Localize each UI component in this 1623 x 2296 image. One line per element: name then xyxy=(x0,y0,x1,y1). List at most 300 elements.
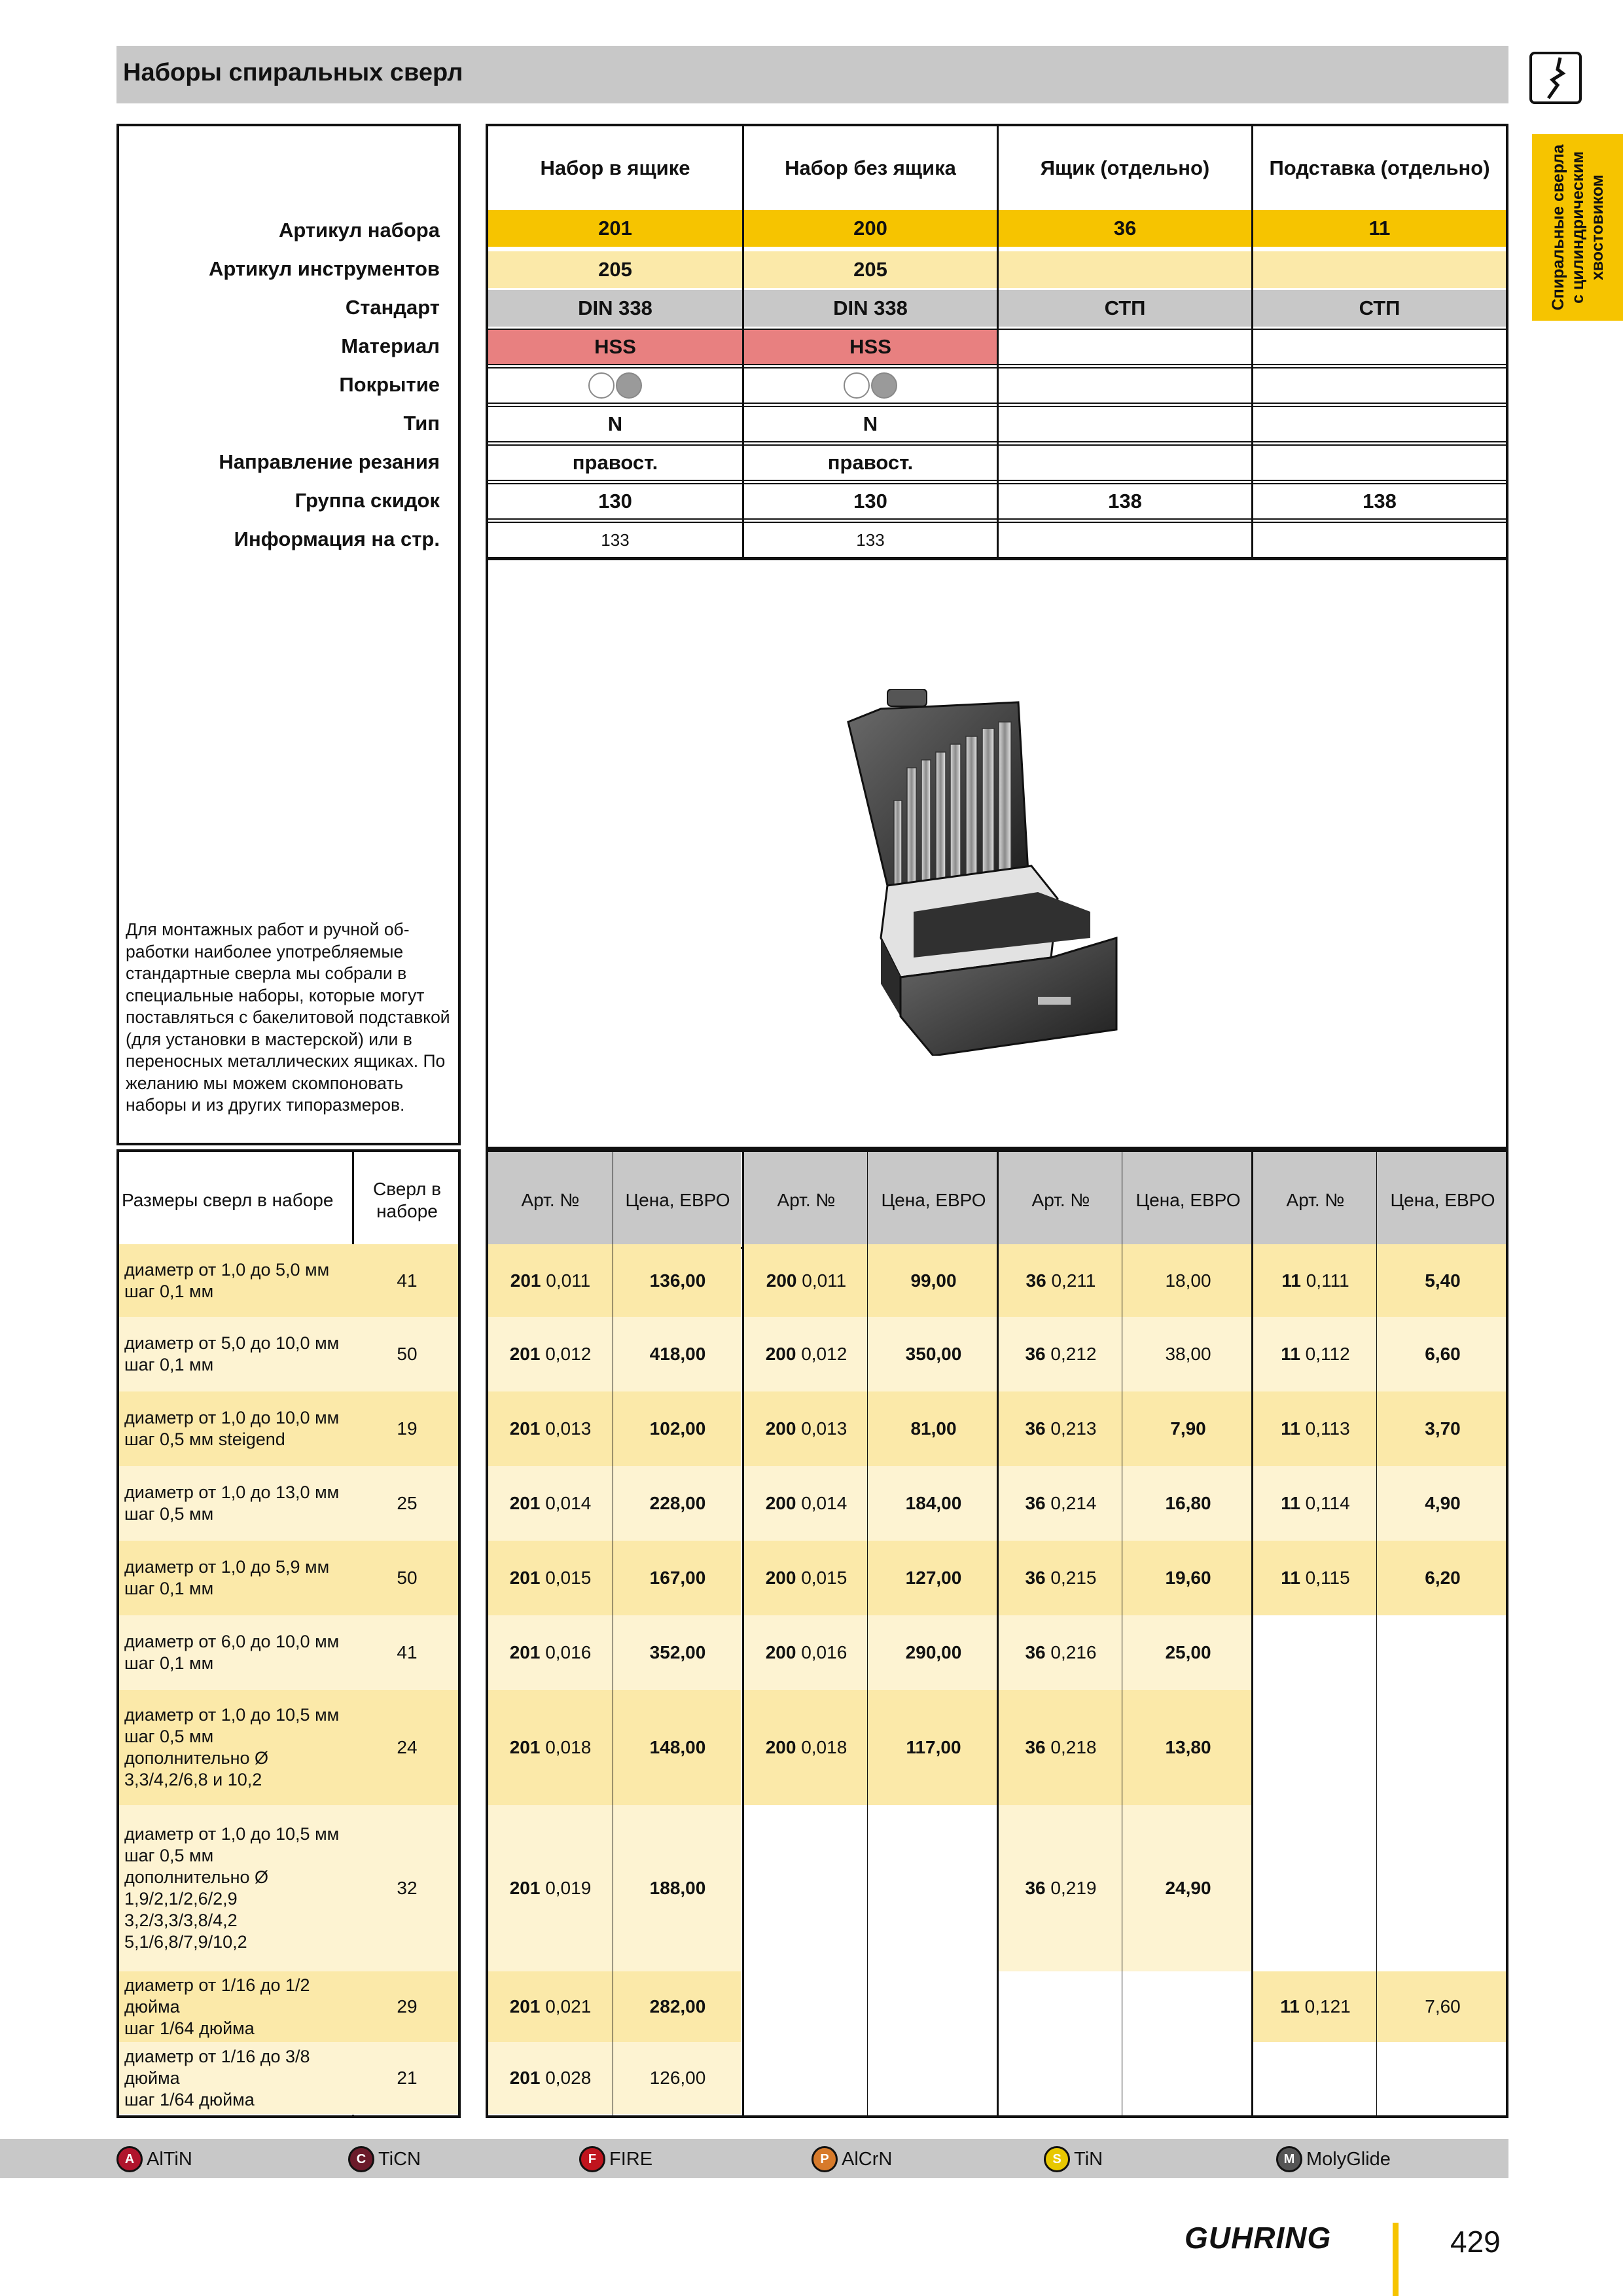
price: 4,90 xyxy=(1425,1493,1461,1513)
spec-cell: DIN 338 xyxy=(488,290,742,327)
size-description-text: диаметр от 1/16 до 1/2 дюйма шаг 1/64 дюйма xyxy=(124,1975,310,2038)
size-description-text: диаметр от 5,0 до 10,0 мм шаг 0,1 мм xyxy=(124,1333,340,1374)
size-description xyxy=(124,1391,350,1466)
price-cell-group xyxy=(1253,1541,1506,1615)
spec-cell xyxy=(999,444,1251,481)
article-number xyxy=(1253,1391,1378,1466)
price-cell-group xyxy=(999,1971,1251,2042)
size-description xyxy=(124,2042,350,2114)
article-suffix: 0,012 xyxy=(796,1344,847,1364)
divider xyxy=(488,558,1506,560)
spec-label: Артикул набора xyxy=(278,219,440,242)
price: 25,00 xyxy=(1165,1642,1211,1662)
column-divider xyxy=(1376,1152,1377,2115)
article-suffix: 0,115 xyxy=(1300,1568,1350,1588)
price-cell-group xyxy=(488,1615,741,1690)
table-row xyxy=(119,1391,458,1467)
article-suffix: 0,015 xyxy=(540,1568,592,1588)
column-divider xyxy=(742,1152,744,2115)
size-description xyxy=(124,1971,350,2042)
spec-cell: 11 xyxy=(1253,210,1506,247)
price-cell-group xyxy=(1253,1317,1506,1391)
article-number xyxy=(488,1805,613,1971)
size-description-text: диаметр от 1/16 до 3/8 дюйма шаг 1/64 дюйма xyxy=(124,2046,310,2109)
art-header: Арт. № xyxy=(1286,1190,1345,1210)
spec-cell xyxy=(1253,329,1506,365)
spec-label: Покрытие xyxy=(339,373,440,396)
spec-cell xyxy=(999,251,1251,288)
spec-cell: 133 xyxy=(744,522,997,558)
article-prefix: 201 xyxy=(510,1270,541,1291)
legend-label: AlTiN xyxy=(147,2148,192,2170)
spec-cell xyxy=(1253,406,1506,442)
drill-count: 41 xyxy=(397,1270,418,1291)
spec-label: Артикул инструментов xyxy=(208,257,440,280)
legend-item xyxy=(116,2146,192,2172)
article-number xyxy=(488,1971,613,2042)
article-prefix: 201 xyxy=(509,1996,541,2017)
article-number xyxy=(488,1690,613,1805)
price-cell-group xyxy=(744,1690,997,1805)
article-prefix: 200 xyxy=(765,1344,796,1364)
article-prefix: 36 xyxy=(1025,1878,1046,1898)
article-suffix: 0,219 xyxy=(1045,1878,1097,1898)
count-header: Сверл в наборе xyxy=(373,1179,441,1221)
price-cell-group xyxy=(1253,1615,1506,1690)
price-cell-group xyxy=(744,1615,997,1690)
spec-cell: 138 xyxy=(1253,483,1506,520)
article-suffix: 0,014 xyxy=(796,1493,847,1513)
price: 184,00 xyxy=(905,1493,962,1513)
spec-cell: HSS xyxy=(488,329,742,365)
article-prefix: 200 xyxy=(765,1737,796,1757)
price: 81,00 xyxy=(910,1418,957,1439)
article-prefix: 11 xyxy=(1280,1996,1300,2017)
spec-cell: СТП xyxy=(1253,290,1506,327)
article-number xyxy=(488,1541,613,1615)
article-suffix: 0,112 xyxy=(1300,1344,1350,1364)
price: 6,20 xyxy=(1425,1568,1461,1588)
bright-coating-icon xyxy=(871,372,897,399)
price: 228,00 xyxy=(649,1493,706,1513)
article-suffix: 0,028 xyxy=(540,2068,592,2088)
price-cell-group xyxy=(488,1391,741,1466)
price: 16,80 xyxy=(1165,1493,1211,1513)
size-description xyxy=(124,1466,350,1541)
article-suffix: 0,021 xyxy=(540,1996,592,2017)
price-header-group xyxy=(1253,1152,1506,1249)
size-description-text: диаметр от 1,0 до 5,0 мм шаг 0,1 мм xyxy=(124,1259,330,1301)
article-prefix: 201 xyxy=(509,1642,541,1662)
price-cell-group xyxy=(999,1690,1251,1805)
table-row xyxy=(119,1541,458,1616)
drill-count: 32 xyxy=(397,1878,418,1898)
article-prefix: 201 xyxy=(509,1418,541,1439)
article-prefix: 11 xyxy=(1281,1493,1300,1513)
price: 7,90 xyxy=(1170,1418,1206,1439)
article-number xyxy=(488,1244,613,1317)
spec-cell xyxy=(1253,251,1506,288)
article-suffix: 0,121 xyxy=(1299,1996,1351,2017)
column-header: Набор в ящике xyxy=(540,156,690,179)
price: 282,00 xyxy=(649,1996,706,2017)
drill-count: 50 xyxy=(397,1344,418,1364)
size-description xyxy=(124,1805,350,1971)
column-header: Ящик (отдельно) xyxy=(1040,156,1210,179)
price-cell-group xyxy=(744,1317,997,1391)
price-cell-group xyxy=(999,1805,1251,1971)
price-header-group xyxy=(488,1152,741,1249)
article-suffix: 0,016 xyxy=(540,1642,592,1662)
price-cell-group xyxy=(1253,1244,1506,1317)
article-suffix: 0,212 xyxy=(1045,1344,1097,1364)
art-header: Арт. № xyxy=(521,1190,580,1210)
fire-coating-icon: F xyxy=(579,2146,605,2172)
article-suffix: 0,016 xyxy=(796,1642,847,1662)
size-description-text: диаметр от 1,0 до 10,5 мм шаг 0,5 мм дополнительно Ø 3,3/4,2/6,8 и 10,2 xyxy=(124,1705,340,1789)
spec-cell: правост. xyxy=(744,444,997,481)
article-suffix: 0,015 xyxy=(796,1568,847,1588)
article-prefix: 200 xyxy=(765,1418,796,1439)
size-description xyxy=(124,1317,350,1391)
article-suffix: 0,213 xyxy=(1045,1418,1097,1439)
article-number xyxy=(999,1805,1123,1971)
price-cell-group xyxy=(744,1971,997,2042)
article-prefix: 36 xyxy=(1026,1270,1046,1291)
table-row xyxy=(119,1805,458,1972)
price-cell-group xyxy=(744,1466,997,1541)
spec-cell xyxy=(744,367,997,404)
article-number xyxy=(999,1541,1123,1615)
spec-cell: 205 xyxy=(744,251,997,288)
article-prefix: 201 xyxy=(509,1493,541,1513)
column-divider xyxy=(742,126,744,560)
price-cell-group xyxy=(1253,1805,1506,1971)
section-tab xyxy=(1532,134,1623,321)
ticn-coating-icon: C xyxy=(348,2146,374,2172)
column-divider xyxy=(997,126,999,560)
article-number xyxy=(744,1615,868,1690)
article-prefix: 36 xyxy=(1025,1344,1046,1364)
price-cell-group xyxy=(999,2042,1251,2114)
price: 19,60 xyxy=(1165,1568,1211,1588)
spec-label: Материал xyxy=(341,334,440,357)
column-header: Подставка (отдельно) xyxy=(1269,156,1490,179)
page-title: Наборы спиральных сверл xyxy=(123,59,463,86)
art-header: Арт. № xyxy=(777,1190,836,1210)
alcrn-coating-icon: P xyxy=(812,2146,838,2172)
price: 6,60 xyxy=(1425,1344,1461,1364)
legend-label: FIRE xyxy=(609,2148,653,2170)
article-prefix: 201 xyxy=(509,1344,541,1364)
article-suffix: 0,114 xyxy=(1300,1493,1350,1513)
article-prefix: 200 xyxy=(765,1568,796,1588)
price-header: Цена, ЕВРО xyxy=(1135,1190,1241,1210)
spec-cell: 201 xyxy=(488,210,742,247)
price: 350,00 xyxy=(905,1344,962,1364)
spec-cell: 133 xyxy=(488,522,742,558)
legend-item xyxy=(1276,2146,1391,2172)
legend-item xyxy=(579,2146,652,2172)
price: 136,00 xyxy=(649,1270,706,1291)
article-number xyxy=(488,1391,613,1466)
spec-label: Информация на стр. xyxy=(234,528,440,550)
table-row xyxy=(119,1317,458,1392)
article-suffix: 0,214 xyxy=(1045,1493,1097,1513)
price-cell-group xyxy=(1253,1466,1506,1541)
drill-count: 25 xyxy=(397,1493,418,1513)
spec-cell xyxy=(1253,367,1506,404)
legend-label: TiCN xyxy=(378,2148,421,2170)
article-suffix: 0,013 xyxy=(796,1418,847,1439)
spec-cell: правост. xyxy=(488,444,742,481)
article-suffix: 0,012 xyxy=(540,1344,592,1364)
drill-count: 29 xyxy=(397,1996,418,2017)
price-cell-group xyxy=(744,2042,997,2114)
section-tab-line: Спиральные сверла xyxy=(1548,144,1567,311)
price-cell-group xyxy=(1253,1971,1506,2042)
description-text: Для монтажных работ и ручной обработки наиболее употребляемые стандартные сверла мы собрали в специальные наборы, которые могут поставляться с бакелитовой подставкой (для установки в мастерской) или в переносных металлических ящиках. По желанию мы можем скомпоновать наборы и из других типоразмеров. xyxy=(126,920,450,1115)
article-number xyxy=(999,1317,1123,1391)
legend-item xyxy=(1044,2146,1103,2172)
article-prefix: 36 xyxy=(1025,1642,1046,1662)
price-header: Цена, ЕВРО xyxy=(881,1190,986,1210)
legend-label: TiN xyxy=(1074,2148,1103,2170)
article-prefix: 11 xyxy=(1281,1270,1301,1291)
article-prefix: 201 xyxy=(509,1878,541,1898)
article-number xyxy=(744,1466,868,1541)
price: 127,00 xyxy=(905,1568,962,1588)
price-cell-group xyxy=(488,1805,741,1971)
price-cell-group xyxy=(488,1971,741,2042)
price: 7,60 xyxy=(1425,1996,1461,2017)
spec-cell xyxy=(999,522,1251,558)
article-prefix: 201 xyxy=(509,1568,541,1588)
price: 99,00 xyxy=(910,1270,957,1291)
price-table xyxy=(486,1149,1508,2118)
art-header: Арт. № xyxy=(1031,1190,1090,1210)
article-prefix: 11 xyxy=(1281,1344,1300,1364)
article-prefix: 200 xyxy=(766,1270,797,1291)
size-description xyxy=(124,1541,350,1615)
spec-cell: 130 xyxy=(744,483,997,520)
article-prefix: 11 xyxy=(1281,1568,1300,1588)
legend-label: AlCrN xyxy=(842,2148,893,2170)
article-suffix: 0,215 xyxy=(1045,1568,1097,1588)
column-header: Набор без ящика xyxy=(785,156,956,179)
uncoated-icon xyxy=(588,372,615,399)
spec-label: Тип xyxy=(403,412,440,435)
price: 188,00 xyxy=(649,1878,706,1898)
size-description xyxy=(124,1244,350,1317)
article-prefix: 36 xyxy=(1025,1737,1046,1757)
article-suffix: 0,013 xyxy=(540,1418,592,1439)
drill-count: 41 xyxy=(397,1642,418,1662)
article-prefix: 201 xyxy=(509,2068,541,2088)
price-cell-group xyxy=(999,1317,1251,1391)
spec-label: Направление резания xyxy=(219,450,440,473)
spec-cell: 130 xyxy=(488,483,742,520)
spec-cell: 138 xyxy=(999,483,1251,520)
article-suffix: 0,216 xyxy=(1045,1642,1097,1662)
section-tab-line: с цилиндрическим xyxy=(1568,151,1587,304)
spec-cell xyxy=(488,367,742,404)
spec-label: Стандарт xyxy=(345,296,440,319)
article-number xyxy=(999,1466,1123,1541)
article-number xyxy=(999,1391,1123,1466)
article-suffix: 0,211 xyxy=(1046,1270,1096,1291)
spec-cell: 36 xyxy=(999,210,1251,247)
size-description-text: диаметр от 1,0 до 13,0 мм шаг 0,5 мм xyxy=(124,1482,340,1524)
size-description-text: диаметр от 1,0 до 5,9 мм шаг 0,1 мм xyxy=(124,1557,330,1598)
price-cell-group xyxy=(1253,2042,1506,2114)
article-prefix: 36 xyxy=(1025,1493,1046,1513)
spec-label: Группа скидок xyxy=(294,489,440,512)
article-suffix: 0,018 xyxy=(540,1737,592,1757)
price: 5,40 xyxy=(1425,1270,1461,1291)
product-image xyxy=(842,689,1156,1056)
article-number xyxy=(744,1391,868,1466)
price-cell-group xyxy=(999,1615,1251,1690)
article-prefix: 201 xyxy=(509,1737,541,1757)
uncoated-icon xyxy=(844,372,870,399)
price: 126,00 xyxy=(649,2068,706,2088)
tin-coating-icon: S xyxy=(1044,2146,1070,2172)
drill-count: 50 xyxy=(397,1568,418,1588)
spec-cell: 205 xyxy=(488,251,742,288)
column-divider xyxy=(997,1152,999,2115)
price: 352,00 xyxy=(649,1642,706,1662)
price: 418,00 xyxy=(649,1344,706,1364)
article-prefix: 36 xyxy=(1025,1568,1046,1588)
spec-cell: HSS xyxy=(744,329,997,365)
price-cell-group xyxy=(488,1690,741,1805)
article-suffix: 0,018 xyxy=(796,1737,847,1757)
price: 117,00 xyxy=(906,1737,961,1757)
spec-labels-panel xyxy=(116,124,461,1145)
column-divider xyxy=(1251,1152,1253,2115)
spec-cell: СТП xyxy=(999,290,1251,327)
article-prefix: 200 xyxy=(765,1642,796,1662)
table-row xyxy=(119,1244,458,1318)
size-description xyxy=(124,1690,350,1805)
price: 102,00 xyxy=(649,1418,706,1439)
article-number xyxy=(1253,1317,1378,1391)
price: 167,00 xyxy=(649,1568,706,1588)
price: 24,90 xyxy=(1165,1878,1211,1898)
table-row xyxy=(119,1466,458,1541)
price-header: Цена, ЕВРО xyxy=(1390,1190,1495,1210)
price-cell-group xyxy=(999,1466,1251,1541)
size-description-text: диаметр от 1,0 до 10,5 мм шаг 0,5 мм дополнительно Ø 1,9/2,1/2,6/2,9 3,2/3,3/3,8/4,2 5,1/6,8/7,9/10,2 xyxy=(124,1824,340,1952)
table-row xyxy=(119,2042,458,2115)
spec-cell: N xyxy=(488,406,742,442)
legend-item xyxy=(348,2146,421,2172)
article-number xyxy=(1253,1466,1378,1541)
article-number xyxy=(744,1541,868,1615)
article-suffix: 0,014 xyxy=(540,1493,592,1513)
article-suffix: 0,111 xyxy=(1300,1270,1349,1291)
column-divider xyxy=(1251,126,1253,560)
spec-cell: 200 xyxy=(744,210,997,247)
drill-count: 21 xyxy=(397,2068,418,2088)
price-cell-group xyxy=(744,1391,997,1466)
price: 18,00 xyxy=(1165,1270,1211,1291)
article-number xyxy=(999,1690,1123,1805)
price-cell-group xyxy=(488,1317,741,1391)
spec-cell xyxy=(1253,444,1506,481)
article-number xyxy=(744,1317,868,1391)
price: 148,00 xyxy=(649,1737,706,1757)
spec-table xyxy=(486,124,1508,1149)
article-number xyxy=(1253,1244,1378,1317)
article-suffix: 0,019 xyxy=(540,1878,592,1898)
column-divider xyxy=(867,1152,868,2115)
size-description-text: диаметр от 1,0 до 10,0 мм шаг 0,5 мм steigend xyxy=(124,1408,340,1449)
article-number xyxy=(488,2042,613,2114)
price-cell-group xyxy=(488,1244,741,1317)
price: 290,00 xyxy=(905,1642,962,1662)
spec-cell xyxy=(999,329,1251,365)
price-cell-group xyxy=(744,1244,997,1317)
price-cell-group xyxy=(1253,1690,1506,1805)
article-suffix: 0,011 xyxy=(796,1270,847,1291)
table-row xyxy=(119,1690,458,1806)
price-cell-group xyxy=(744,1805,997,1971)
article-number xyxy=(488,1466,613,1541)
price-cell-group xyxy=(488,2042,741,2114)
price-cell-group xyxy=(999,1541,1251,1615)
altin-coating-icon: A xyxy=(116,2146,143,2172)
molyglide-coating-icon: M xyxy=(1276,2146,1302,2172)
size-description-text: диаметр от 6,0 до 10,0 мм шаг 0,1 мм xyxy=(124,1632,340,1673)
drill-count: 24 xyxy=(397,1737,418,1757)
article-suffix: 0,113 xyxy=(1300,1418,1350,1439)
brand-accent-bar xyxy=(1393,2223,1399,2296)
spec-cell xyxy=(999,367,1251,404)
article-number xyxy=(488,1615,613,1690)
sizes-table xyxy=(116,1149,461,2118)
article-number xyxy=(1253,1971,1378,2042)
price: 3,70 xyxy=(1425,1418,1461,1439)
size-description xyxy=(124,1615,350,1690)
article-prefix: 200 xyxy=(765,1493,796,1513)
article-suffix: 0,218 xyxy=(1045,1737,1097,1757)
article-number xyxy=(744,1690,868,1805)
drill-count: 19 xyxy=(397,1418,418,1439)
legend-label: MolyGlide xyxy=(1306,2148,1391,2170)
spec-cell: N xyxy=(744,406,997,442)
brand-logo: GUHRING xyxy=(1185,2221,1332,2255)
section-tab-line: хвостовиком xyxy=(1588,174,1607,281)
sizes-header: Размеры сверл в наборе xyxy=(122,1190,334,1210)
drill-icon xyxy=(1529,51,1582,105)
price-cell-group xyxy=(999,1391,1251,1466)
article-suffix: 0,011 xyxy=(541,1270,591,1291)
article-number xyxy=(999,1244,1123,1317)
price-cell-group xyxy=(999,1244,1251,1317)
article-prefix: 36 xyxy=(1025,1418,1046,1439)
spec-cell xyxy=(999,406,1251,442)
legend-item xyxy=(812,2146,892,2172)
article-number xyxy=(1253,1541,1378,1615)
price-header-group xyxy=(999,1152,1251,1249)
price: 38,00 xyxy=(1165,1344,1211,1364)
article-number xyxy=(999,1615,1123,1690)
price-header: Цена, ЕВРО xyxy=(625,1190,730,1210)
price-cell-group xyxy=(488,1466,741,1541)
bright-coating-icon xyxy=(616,372,642,399)
